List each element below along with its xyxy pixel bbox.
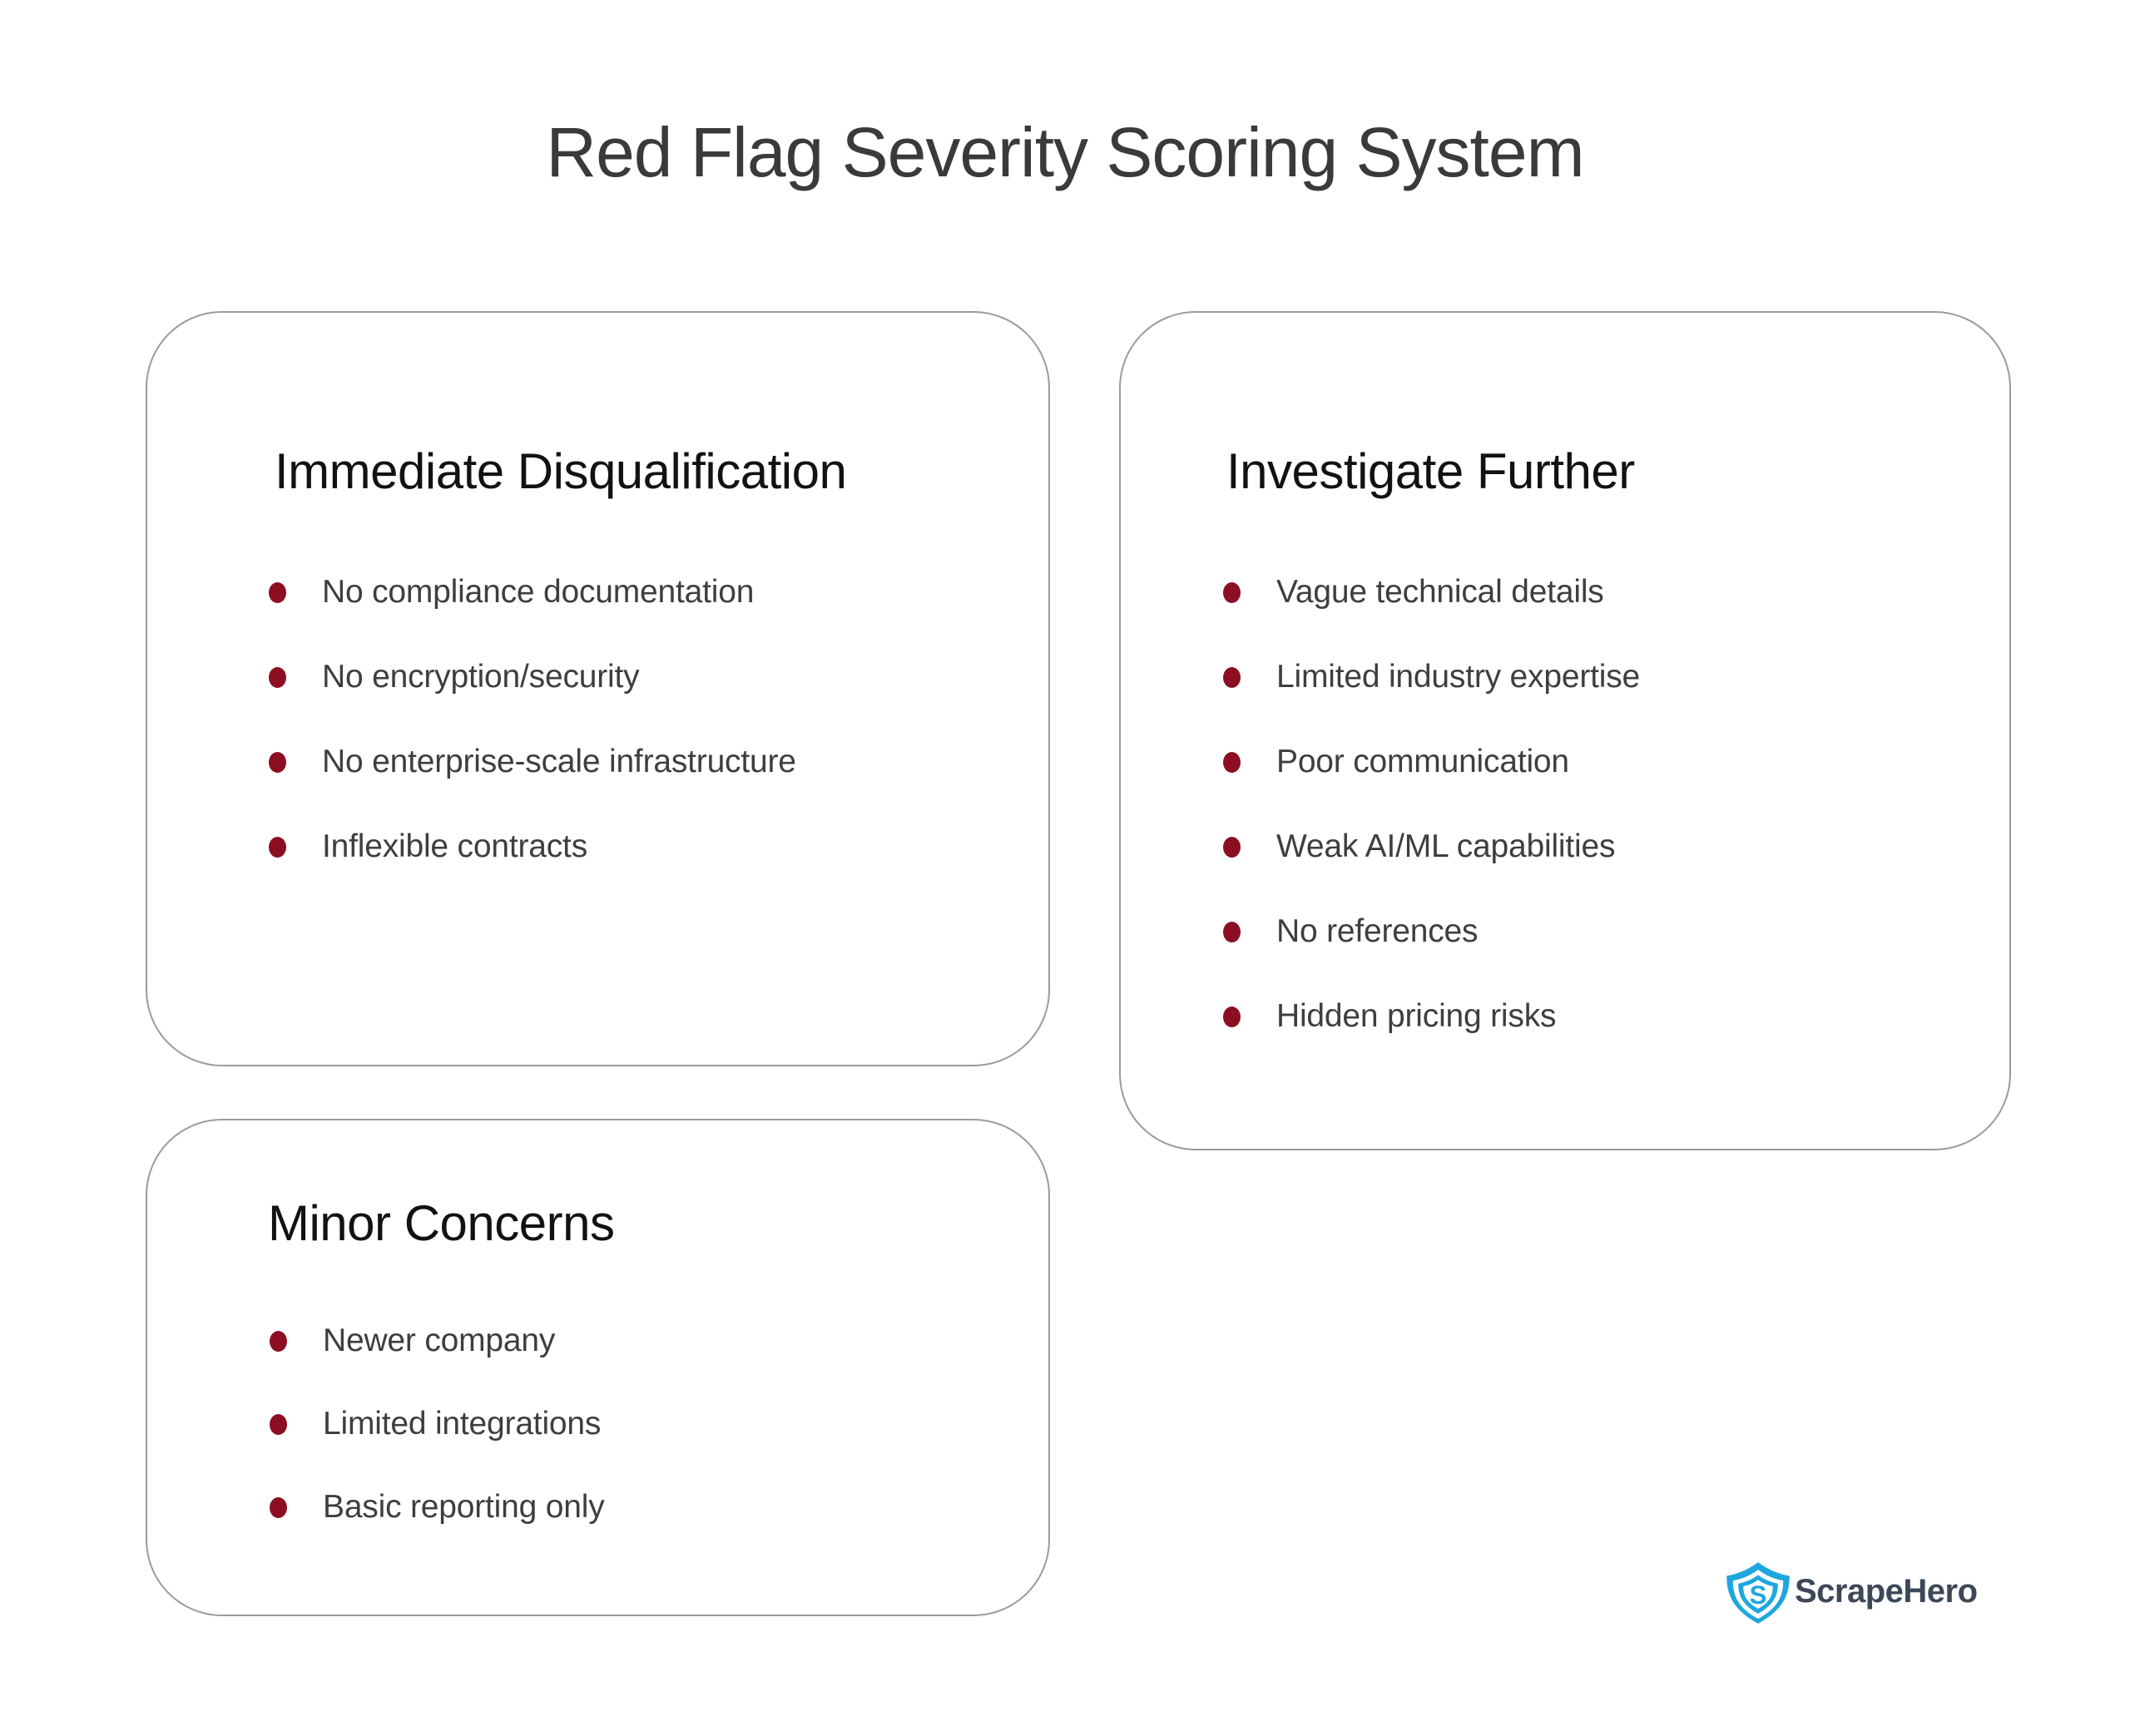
bullet-dot-icon — [269, 667, 286, 688]
bullet-dot-icon — [1223, 1006, 1241, 1027]
list-item-label: No references — [1276, 913, 1479, 949]
card-investigate-further — [1119, 311, 2011, 1150]
bullet-dot-icon — [270, 1497, 287, 1518]
list-item-label: No compliance documentation — [322, 574, 755, 610]
list-item — [147, 745, 1048, 779]
list-item — [147, 1407, 1048, 1441]
list-item-label: Hidden pricing risks — [1276, 998, 1557, 1034]
bullet-dot-icon — [1223, 837, 1241, 858]
list-item-label: Poor communication — [1276, 744, 1569, 779]
page-title: Red Flag Severity Scoring System — [546, 113, 1584, 191]
list-item-label: No encryption/security — [322, 659, 640, 695]
bullet-list — [1121, 576, 2009, 1033]
bullet-dot-icon — [1223, 667, 1241, 688]
card-heading: Minor Concerns — [268, 1195, 615, 1251]
bullet-dot-icon — [1223, 582, 1241, 603]
list-item-label: Basic reporting only — [323, 1489, 605, 1525]
shield-monogram: S — [1749, 1580, 1767, 1610]
list-item — [1121, 915, 2009, 948]
list-item-label: Vague technical details — [1276, 574, 1604, 610]
bullet-list — [147, 1324, 1048, 1524]
list-item — [1121, 1000, 2009, 1033]
list-item — [1121, 660, 2009, 694]
list-item — [147, 830, 1048, 863]
list-item — [1121, 830, 2009, 863]
list-item-label: Newer company — [323, 1323, 556, 1358]
scrapehero-shield-icon — [1724, 1560, 1792, 1625]
bullet-dot-icon — [269, 582, 286, 603]
list-item — [147, 1491, 1048, 1524]
card-immediate-disqualification — [146, 311, 1050, 1066]
list-item-label: Inflexible contracts — [322, 828, 587, 864]
bullet-dot-icon — [1223, 922, 1241, 942]
list-item-label: Limited integrations — [323, 1406, 602, 1442]
bullet-dot-icon — [269, 837, 286, 858]
list-item-label: No enterprise-scale infrastructure — [322, 744, 796, 779]
list-item-label: Limited industry expertise — [1276, 659, 1640, 695]
bullet-list — [147, 576, 1048, 863]
list-item-label: Weak AI/ML capabilities — [1276, 828, 1616, 864]
scrapehero-logo — [1724, 1560, 1978, 1625]
list-item — [147, 660, 1048, 694]
card-heading: Investigate Further — [1226, 443, 1635, 499]
scrapehero-wordmark: ScrapeHero — [1795, 1573, 1978, 1610]
bullet-dot-icon — [270, 1414, 287, 1435]
card-heading: Immediate Disqualification — [275, 443, 847, 499]
bullet-dot-icon — [270, 1331, 287, 1352]
bullet-dot-icon — [269, 752, 286, 773]
list-item — [147, 1324, 1048, 1358]
list-item — [147, 576, 1048, 609]
bullet-dot-icon — [1223, 752, 1241, 773]
list-item — [1121, 576, 2009, 609]
list-item — [1121, 745, 2009, 779]
card-minor-concerns — [146, 1119, 1050, 1616]
